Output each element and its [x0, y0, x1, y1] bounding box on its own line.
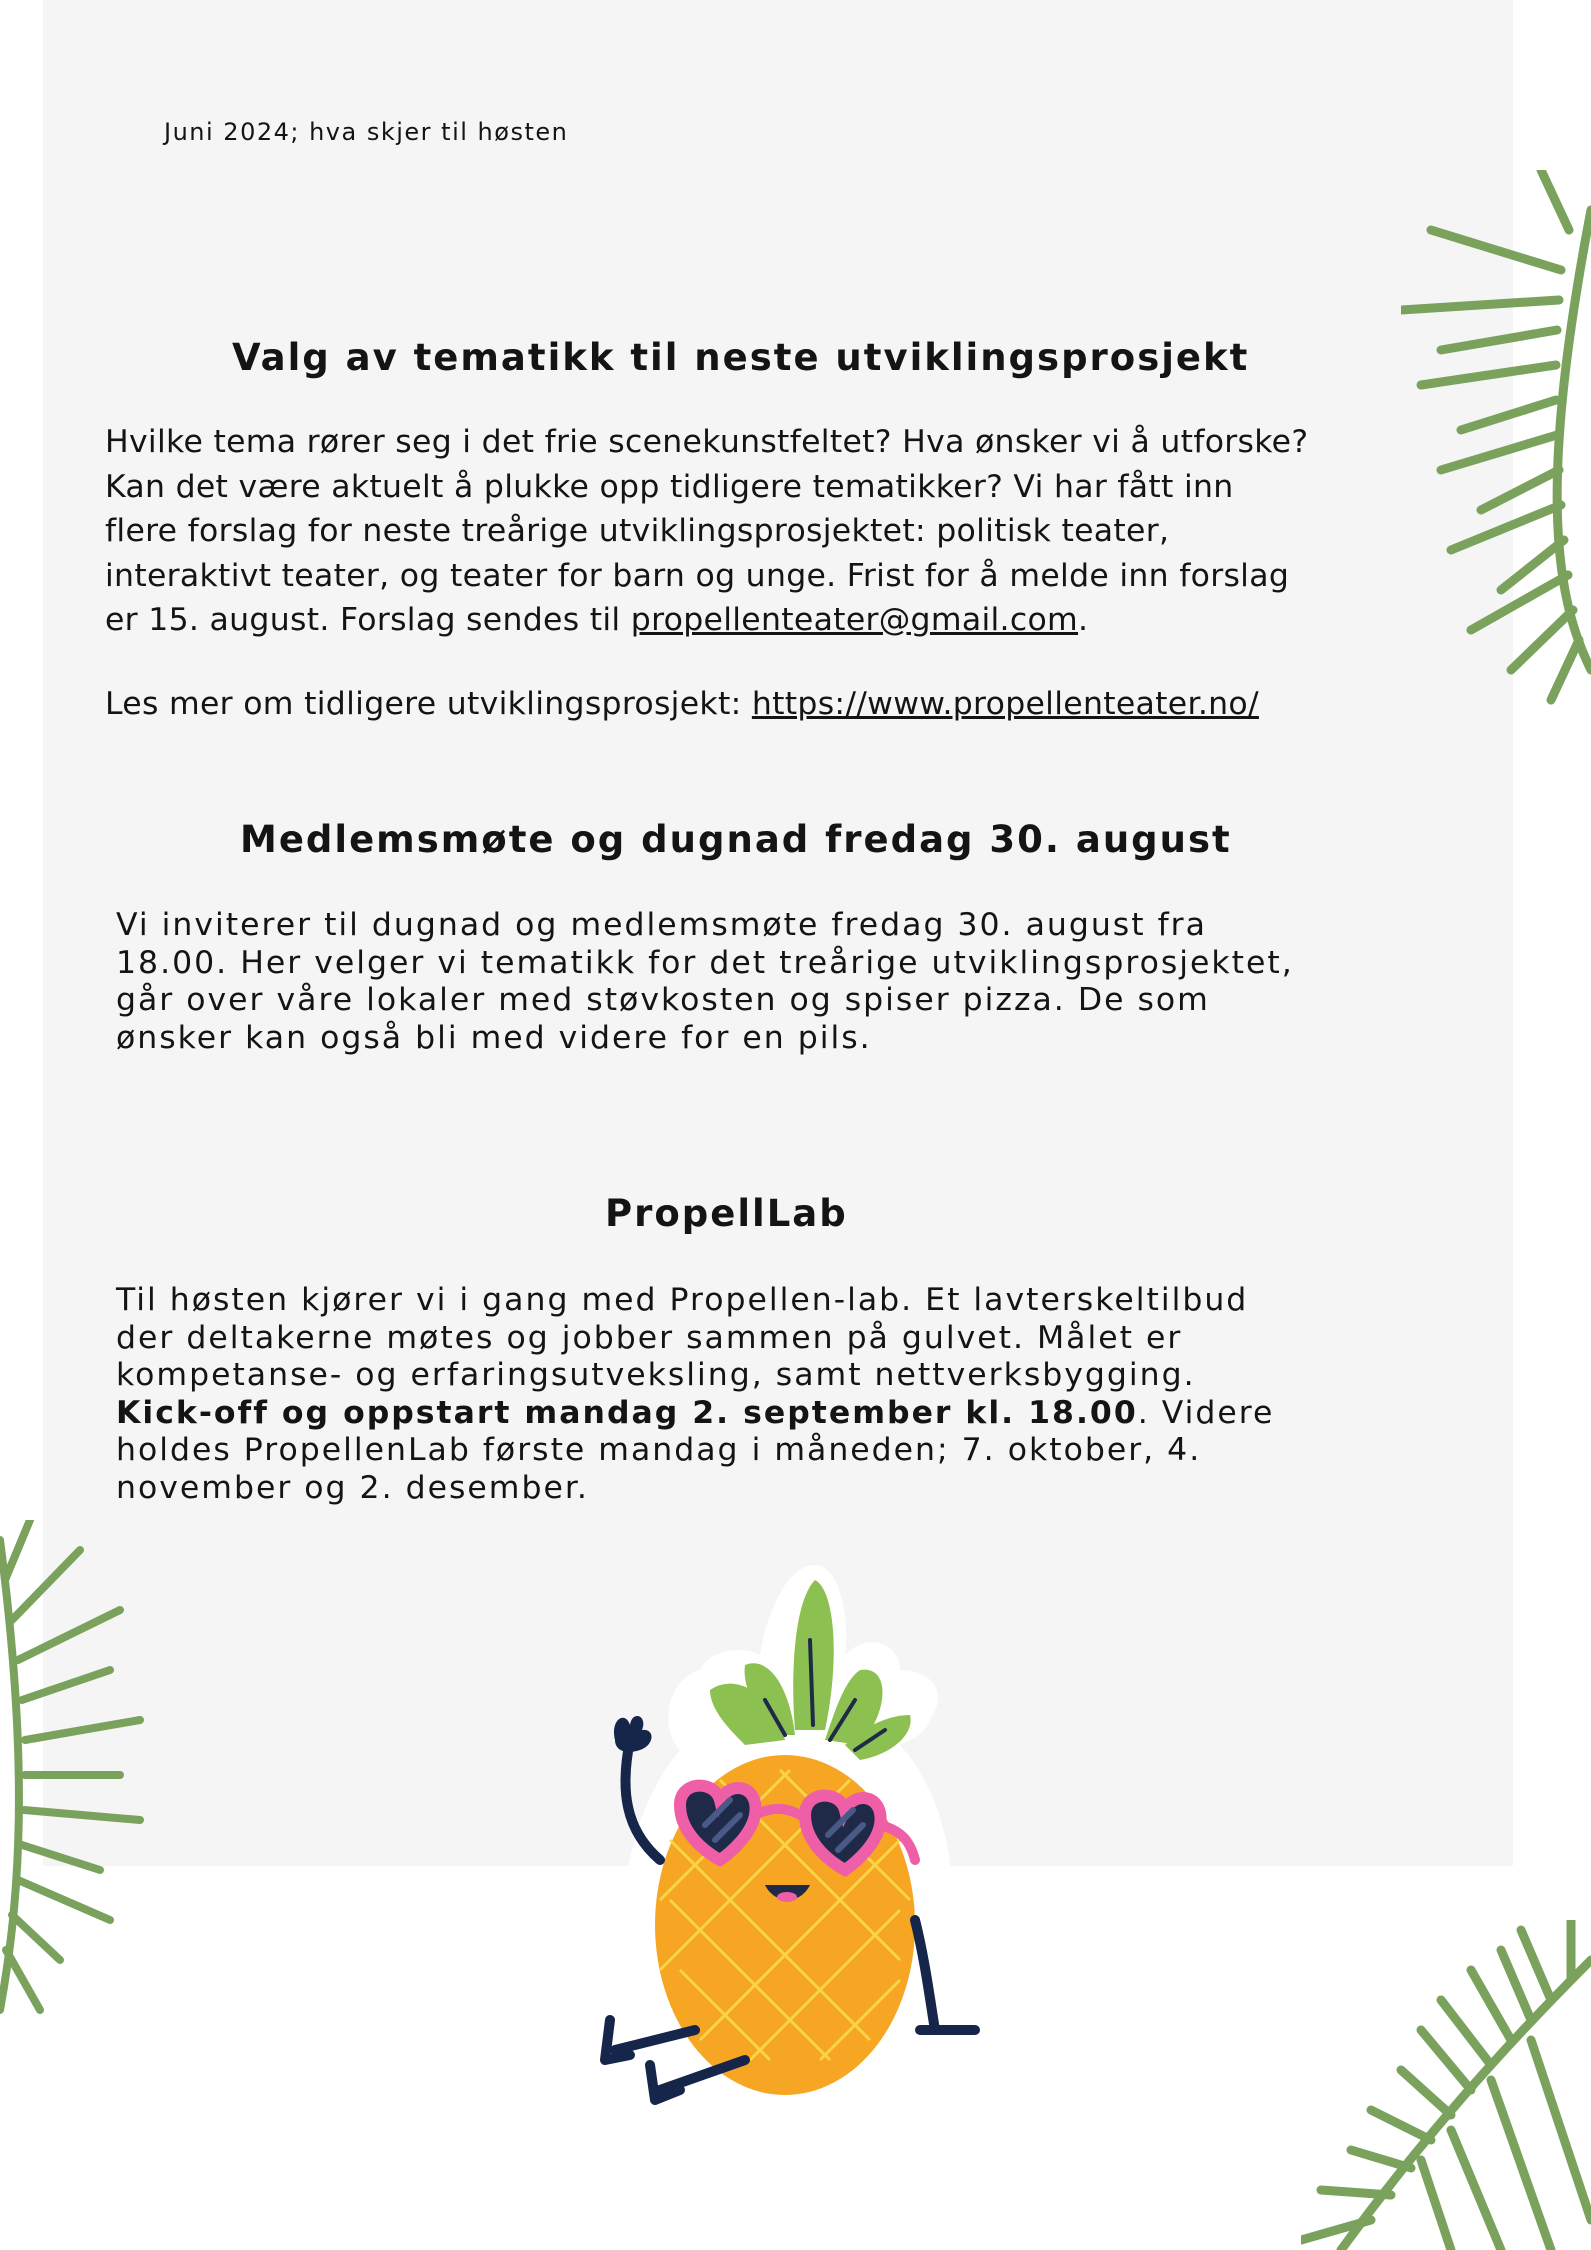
- tematikk-line-2: Kan det være aktuelt å plukke opp tidligere tematikker? Vi har fått inn: [105, 468, 1234, 505]
- tematikk-line-1: Hvilke tema rører seg i det frie scenekunstfeltet? Hva ønsker vi å utforske?: [105, 424, 1309, 460]
- medlemsmote-line-1: Vi inviterer til dugnad og medlemsmøte fredag 30. august fra: [116, 907, 1207, 943]
- medlemsmote-paragraph: [116, 907, 1436, 1057]
- section-heading-propelllab: PropellLab: [605, 1192, 848, 1235]
- tematikk-paragraph: [105, 420, 1405, 643]
- palm-leaf-icon-top-right: [1401, 170, 1591, 710]
- medlemsmote-line-4: ønsker kan også bli med videre for en pils.: [116, 1019, 872, 1056]
- section-heading-medlemsmote: Medlemsmøte og dugnad fredag 30. august: [240, 818, 1232, 861]
- tematikk-line-5: er 15. august. Forslag sendes til: [105, 602, 631, 638]
- email-period: .: [1078, 602, 1089, 638]
- propelllab-line-5: holdes PropellenLab første mandag i måneden; 7. oktober, 4.: [116, 1432, 1202, 1468]
- tematikk-line-4: interaktivt teater, og teater for barn og unge. Frist for å melde inn forslag: [105, 557, 1290, 594]
- palm-leaf-icon-bottom-right: [1301, 1920, 1591, 2250]
- tematikk-line-3: flere forslag for neste treårige utviklingsprosjektet: politisk teater,: [105, 513, 1170, 549]
- propelllab-after-bold: . Videre: [1137, 1394, 1275, 1431]
- medlemsmote-line-2: 18.00. Her velger vi tematikk for det treårige utviklingsprosjektet,: [116, 944, 1294, 981]
- propelllab-line-6: november og 2. desember.: [116, 1469, 589, 1506]
- medlemsmote-line-3: går over våre lokaler med støvkosten og spiser pizza. De som: [116, 982, 1210, 1018]
- readmore-paragraph: [105, 682, 1425, 726]
- section-heading-tematikk: Valg av tematikk til neste utviklingsprosjekt: [232, 336, 1250, 379]
- propelllab-line-1: Til høsten kjører vi i gang med Propellen-lab. Et lavterskeltilbud: [116, 1282, 1249, 1318]
- propelllab-line-3: kompetanse- og erfaringsutveksling, samt nettverksbygging.: [116, 1357, 1196, 1393]
- kickoff-bold-text: Kick-off og oppstart mandag 2. september kl. 18.00: [116, 1394, 1138, 1431]
- readmore-text: Les mer om tidligere utviklingsprosjekt:: [105, 686, 752, 722]
- website-link[interactable]: https://www.propellenteater.no/: [751, 686, 1259, 722]
- email-link[interactable]: propellenteater@gmail.com: [630, 602, 1079, 638]
- propelllab-paragraph: [116, 1282, 1436, 1507]
- palm-leaf-icon-left: [0, 1520, 150, 2020]
- pineapple-mascot-icon: [570, 1560, 990, 2120]
- propelllab-line-2: der deltakerne møtes og jobber sammen på gulvet. Målet er: [116, 1319, 1183, 1356]
- dateline: Juni 2024; hva skjer til høsten: [164, 118, 569, 146]
